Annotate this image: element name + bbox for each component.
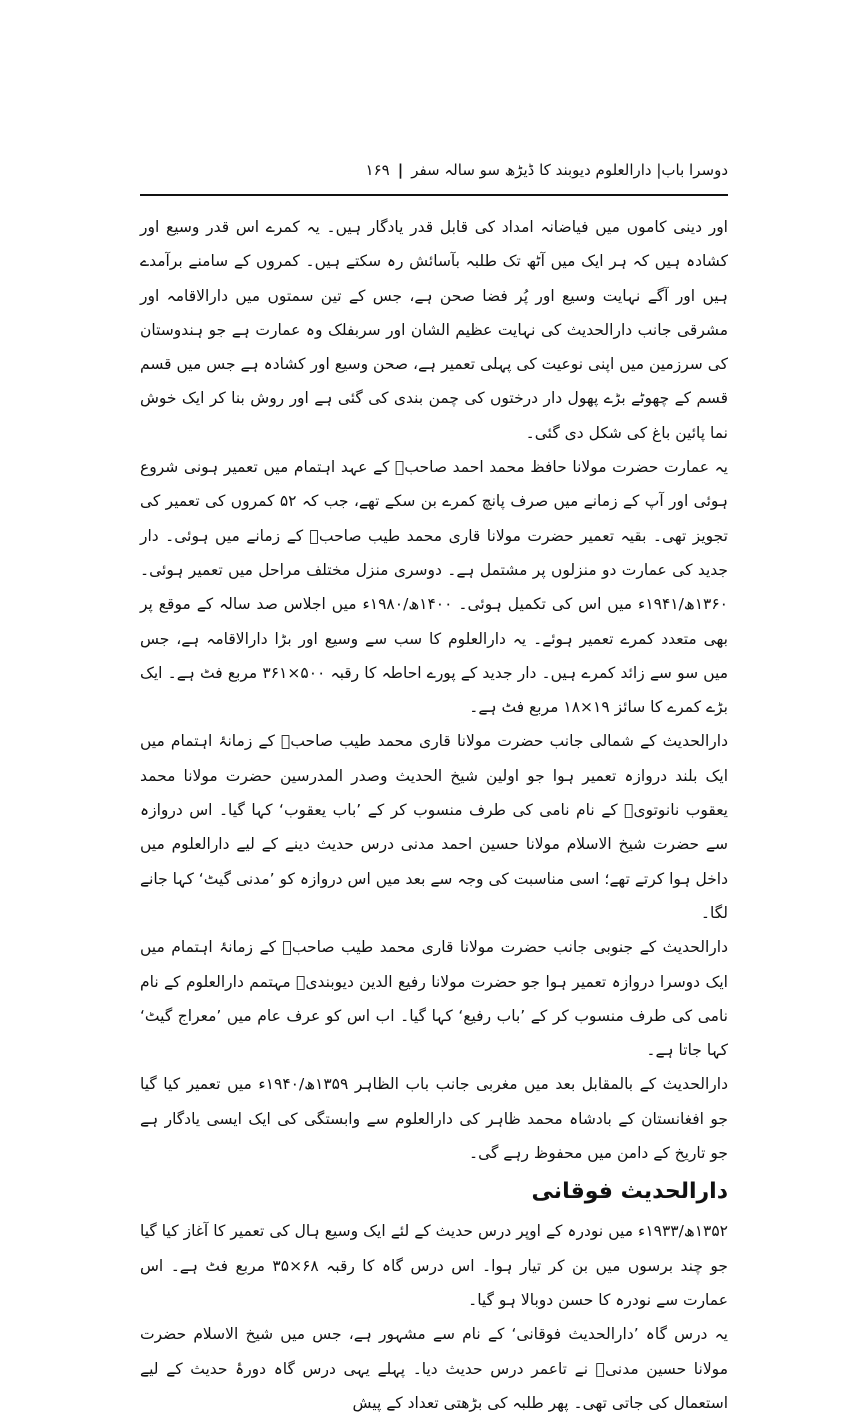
paragraph: دارالحدیث کے بالمقابل بعد میں مغربی جانب باب الظاہر ۱۳۵۹ھ/۱۹۴۰ء میں تعمیر کیا گیا جو افغانستان کے بادشاہ محمد ظاہر کی دارالعلوم سے وابستگی کی ایک ایسی یادگار ہے جو تاریخ کے دامن میں محفوظ رہے گی۔	[140, 1075, 728, 1163]
header-title: دوسرا باب| دارالعلوم دیوبند کا ڈیڑھ سو سالہ سفر	[411, 161, 728, 179]
paragraph: دارالحدیث کے جنوبی جانب حضرت مولانا قاری محمد طیب صاحبؒ کے زمانۂ اہتمام میں ایک دوسرا دروازہ تعمیر ہوا جو حضرت مولانا رفیع الدین دیوبندیؒ مہتمم دارالعلوم کے نام نامی کی طرف منسوب کر کے ’باب رفیع‘ کہا گیا۔ اب اس کو عرف عام میں ’معراج گیٹ‘ کہا جاتا ہے۔	[140, 938, 728, 1060]
paragraph: دارالحدیث کے شمالی جانب حضرت مولانا قاری محمد طیب صاحبؒ کے زمانۂ اہتمام میں ایک بلند دروازہ تعمیر ہوا جو اولین شیخ الحدیث وصدر المدرسین حضرت مولانا محمد یعقوب نانوتویؒ کے نام نامی کی طرف منسوب کر کے ’باب یعقوب‘ کہا گیا۔ اس دروازہ سے حضرت شیخ الاسلام مولانا حسین احمد مدنی درس حدیث دینے کے لیے دارالعلوم میں داخل ہوا کرتے تھے؛ اسی مناسبت کی وجہ سے بعد میں اس دروازہ کو ’مدنی گیٹ‘ کہا جانے لگا۔	[140, 732, 728, 922]
running-header	[140, 150, 728, 190]
page-number: ۱۶۹	[365, 161, 390, 179]
section-heading: دارالحدیث فوقانی	[531, 1179, 728, 1205]
paragraph: اور دینی کاموں میں فیاضانہ امداد کی قابل قدر یادگار ہیں۔ یہ کمرے اس قدر وسیع اور کشادہ ہیں کہ ہر ایک میں آٹھ تک طلبہ بآسائش رہ سکتے ہیں۔ کمروں کے سامنے برآمدے ہیں اور آگے نہایت وسیع اور پُر فضا صحن ہے، جس کے تین سمتوں میں دارالاقامہ اور مشرقی جانب دارالحدیث کی نہایت عظیم الشان اور سربفلک وہ عمارت ہے جو ہندوستان کی سرزمین میں اپنی نوعیت کی پہلی تعمیر ہے، صحن وسیع اور کشادہ ہے جس میں قسم قسم کے چھوٹے بڑے پھول دار درختوں کی چمن بندی کی گئی ہے اور روش بنا کر ایک خوش نما پائین باغ کی شکل دی گئی۔	[140, 218, 728, 442]
header-rule	[140, 194, 728, 196]
paragraph: ۱۳۵۲ھ/۱۹۳۳ء میں نودرہ کے اوپر درس حدیث کے لئے ایک وسیع ہال کی تعمیر کا آغاز کیا گیا جو چند برسوں میں بن کر تیار ہوا۔ اس درس گاہ کا رقبہ ۶۸×۳۵ مربع فٹ ہے۔ اس عمارت سے نودرہ کا حسن دوبالا ہو گیا۔	[140, 1222, 728, 1309]
body-text	[140, 210, 728, 1420]
header-separator: |	[397, 161, 404, 179]
paragraph: یہ درس گاہ ’دارالحدیث فوقانی‘ کے نام سے مشہور ہے، جس میں شیخ الاسلام حضرت مولانا حسین مدنیؒ نے تاعمر درس حدیث دیا۔ پہلے یہی درس گاہ دورۂ حدیث کے لیے استعمال کی جاتی تھی۔ پھر طلبہ کی بڑھتی تعداد کے پیش	[140, 1325, 728, 1412]
paragraph: یہ عمارت حضرت مولانا حافظ محمد احمد صاحبؒ کے عہد اہتمام میں تعمیر ہونی شروع ہوئی اور آپ کے زمانے میں صرف پانچ کمرے بن سکے تھے، جب کہ ۵۲ کمروں کی تعمیر کی تجویز تھی۔ بقیہ تعمیر حضرت مولانا قاری محمد طیب صاحبؒ کے زمانے میں ہوئی۔ دار جدید کی عمارت دو منزلوں پر مشتمل ہے۔ دوسری منزل مختلف مراحل میں تعمیر ہوئی۔ ۱۳۶۰ھ/۱۹۴۱ء میں اس کی تکمیل ہوئی۔ ۱۴۰۰ھ/۱۹۸۰ء میں اجلاس صد سالہ کے موقع پر بھی متعدد کمرے تعمیر ہوئے۔ یہ دارالعلوم کا سب سے وسیع اور بڑا دارالاقامہ ہے، جس میں سو سے زائد کمرے ہیں۔ دار جدید کے پورے احاطہ کا رقبہ ۵۰۰×۳۶۱ مربع فٹ ہے۔ ایک بڑے کمرے کا سائز ۱۹×۱۸ مربع فٹ ہے۔	[140, 458, 728, 717]
